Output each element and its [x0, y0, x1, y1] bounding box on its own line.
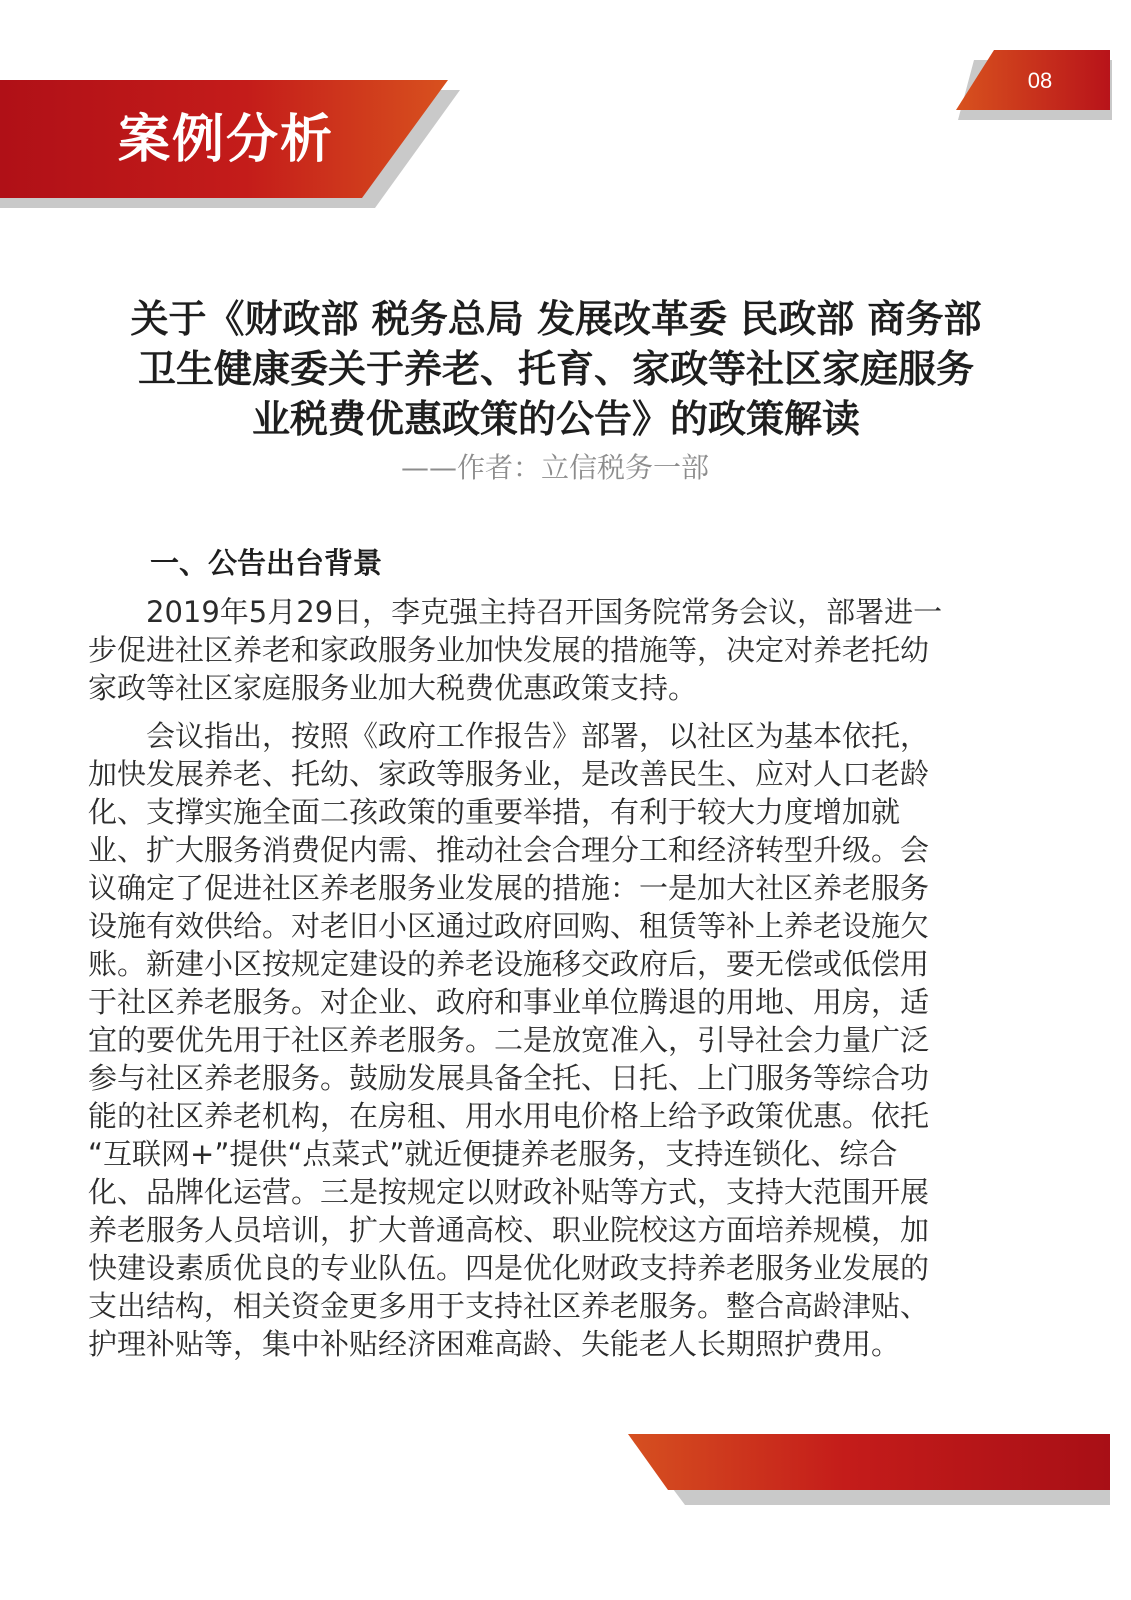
paragraph-line: 账。新建小区按规定建设的养老设施移交政府后，要无偿或低偿用 [88, 947, 930, 981]
footer-banner [628, 1434, 1110, 1490]
paragraph-line: 快建设素质优良的专业队伍。四是优化财政支持养老服务业发展的 [88, 1251, 930, 1285]
paragraph-meeting-points [88, 717, 1028, 1363]
paragraph-line: 家政等社区家庭服务业加大税费优惠政策支持。 [88, 671, 698, 705]
paragraph-line: 护理补贴等，集中补贴经济困难高龄、失能老人长期照护费用。 [88, 1327, 901, 1361]
paragraph-line: “互联网+”提供“点菜式”就近便捷养老服务，支持连锁化、综合 [88, 1137, 898, 1171]
article-title [80, 294, 1032, 444]
paragraph-line: 步促进社区养老和家政服务业加快发展的措施等，决定对养老托幼 [88, 633, 930, 667]
paragraph-line: 化、支撑实施全面二孩政策的重要举措，有利于较大力度增加就 [88, 795, 901, 829]
paragraph-line: 会议指出，按照《政府工作报告》部署，以社区为基本依托， [88, 719, 930, 753]
paragraph-line: 能的社区养老机构，在房租、用水用电价格上给予政策优惠。依托 [88, 1099, 930, 1133]
author-byline: ——作者：立信税务一部 [400, 451, 709, 484]
paragraph-line: 支出结构，相关资金更多用于支持社区养老服务。整合高龄津贴、 [88, 1289, 930, 1323]
paragraph-line: 养老服务人员培训，扩大普通高校、职业院校这方面培养规模，加 [88, 1213, 930, 1247]
paragraph-line: 宜的要优先用于社区养老服务。二是放宽准入，引导社会力量广泛 [88, 1023, 930, 1057]
page-number: 08 [1027, 68, 1053, 93]
paragraph-line: 于社区养老服务。对企业、政府和事业单位腾退的用地、用房，适 [88, 985, 930, 1019]
paragraph-line: 化、品牌化运营。三是按规定以财政补贴等方式，支持大范围开展 [88, 1175, 930, 1209]
paragraph-line: 加快发展养老、托幼、家政等服务业，是改善民生、应对人口老龄 [88, 757, 930, 791]
title-line: 关于《财政部 税务总局 发展改革委 民政部 商务部 [130, 297, 982, 341]
paragraph-line: 议确定了促进社区养老服务业发展的措施：一是加大社区养老服务 [88, 871, 930, 905]
paragraph-line: 参与社区养老服务。鼓励发展具备全托、日托、上门服务等综合功 [88, 1061, 930, 1095]
paragraph-line: 2019年5月29日，李克强主持召开国务院常务会议，部署进一 [88, 595, 943, 629]
paragraph-background [88, 593, 1028, 707]
title-line: 卫生健康委关于养老、托育、家政等社区家庭服务 [137, 347, 974, 391]
section-label: 案例分析 [118, 110, 335, 170]
paragraph-line: 设施有效供给。对老旧小区通过政府回购、租赁等补上养老设施欠 [88, 909, 930, 943]
section-heading: 一、公告出台背景 [150, 546, 383, 580]
paragraph-line: 业、扩大服务消费促内需、推动社会合理分工和经济转型升级。会 [88, 833, 930, 867]
title-line: 业税费优惠政策的公告》的政策解读 [251, 397, 860, 441]
